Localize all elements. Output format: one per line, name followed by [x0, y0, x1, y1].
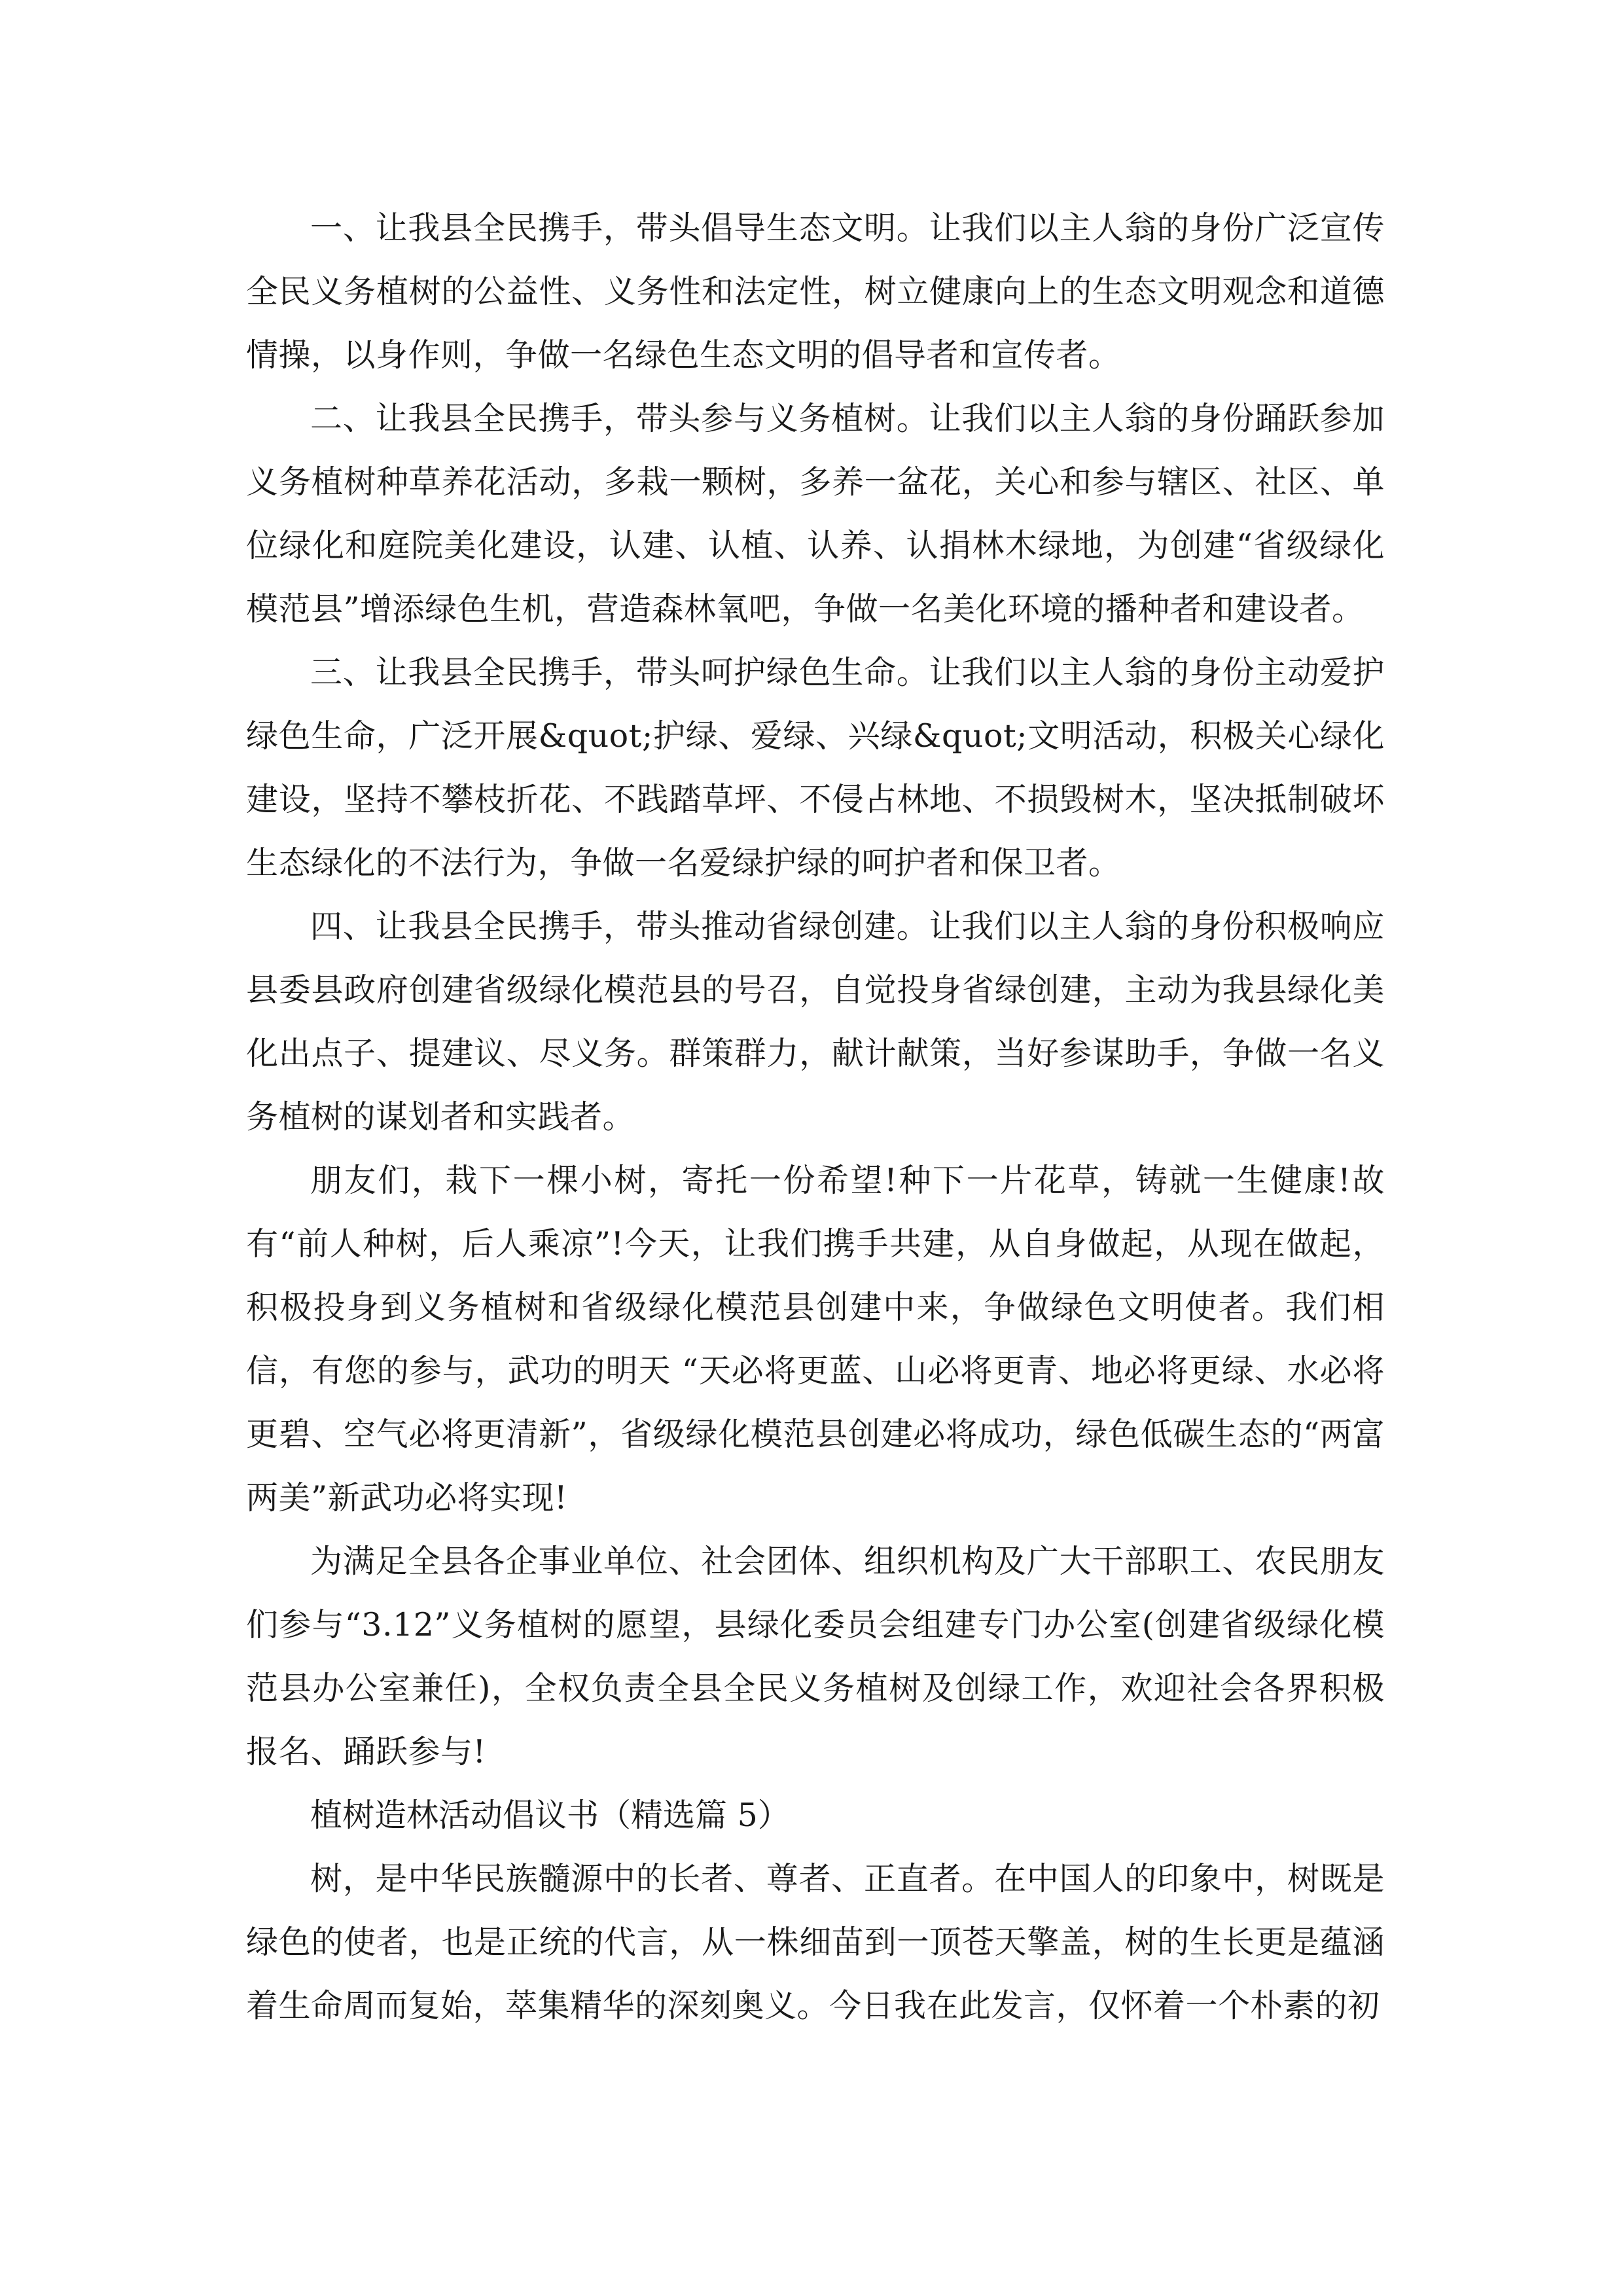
paragraph-3: 三、让我县全民携手，带头呵护绿色生命。让我们以主人翁的身份主动爱护绿色生命，广泛开展&quot;护绿、爱绿、兴绿&quot;文明活动，积极关心绿化建设，坚持不攀枝折花、不践踏草坪、不侵占林地、不损毁树木，坚决抵制破坏生态绿化的不法行为，争做一名爱绿护绿的呵护者和保卫者。: [246, 654, 1385, 882]
section-title: 植树造林活动倡议书（精选篇 5）: [310, 1797, 790, 1834]
paragraph-1: 一、让我县全民携手，带头倡导生态文明。让我们以主人翁的身份广泛宣传全民义务植树的公益性、义务性和法定性，树立健康向上的生态文明观念和道德情操，以身作则，争做一名绿色生态文明的倡导者和宣传者。: [246, 209, 1385, 374]
closing-paragraph: 树，是中华民族髓源中的长者、尊者、正直者。在中国人的印象中，树既是绿色的使者，也是正统的代言，从一株细苗到一顶苍天擎盖，树的生长更是蕴涵着生命周而复始，萃集精华的深刻奥义。今日我在此发言，仅怀着一个朴素的初: [246, 1860, 1385, 2024]
paragraph-4: 四、让我县全民携手，带头推动省绿创建。让我们以主人翁的身份积极响应县委县政府创建省级绿化模范县的号召，自觉投身省绿创建，主动为我县绿化美化出点子、提建议、尽义务。群策群力，献计献策，当好参谋助手，争做一名义务植树的谋划者和实践者。: [246, 908, 1385, 1136]
paragraph-6: 为满足全县各企事业单位、社会团体、组织机构及广大干部职工、农民朋友们参与“3.12”义务植树的愿望，县绿化委员会组建专门办公室(创建省级绿化模范县办公室兼任)，全权负责全县全民义务植树及创绿工作，欢迎社会各界积极报名、踊跃参与!: [246, 1543, 1385, 1770]
paragraph-5: 朋友们，栽下一棵小树，寄托一份希望!种下一片花草，铸就一生健康!故有“前人种树，后人乘凉”!今天，让我们携手共建，从自身做起，从现在做起，积极投身到义务植树和省级绿化模范县创建中来，争做绿色文明使者。我们相信，有您的参与，武功的明天 “天必将更蓝、山必将更青、地必将更绿、水必将更碧、空气必将更清新”，省级绿化模范县创建必将成功，绿色低碳生态的“两富两美”新武功必将实现!: [246, 1162, 1385, 1516]
document-body: [246, 196, 1385, 2037]
paragraph-2: 二、让我县全民携手，带头参与义务植树。让我们以主人翁的身份踊跃参加义务植树种草养花活动，多栽一颗树，多养一盆花，关心和参与辖区、社区、单位绿化和庭院美化建设，认建、认植、认养、认捐林木绿地，为创建“省级绿化模范县”增添绿色生机，营造森林氧吧，争做一名美化环境的播种者和建设者。: [246, 400, 1385, 628]
